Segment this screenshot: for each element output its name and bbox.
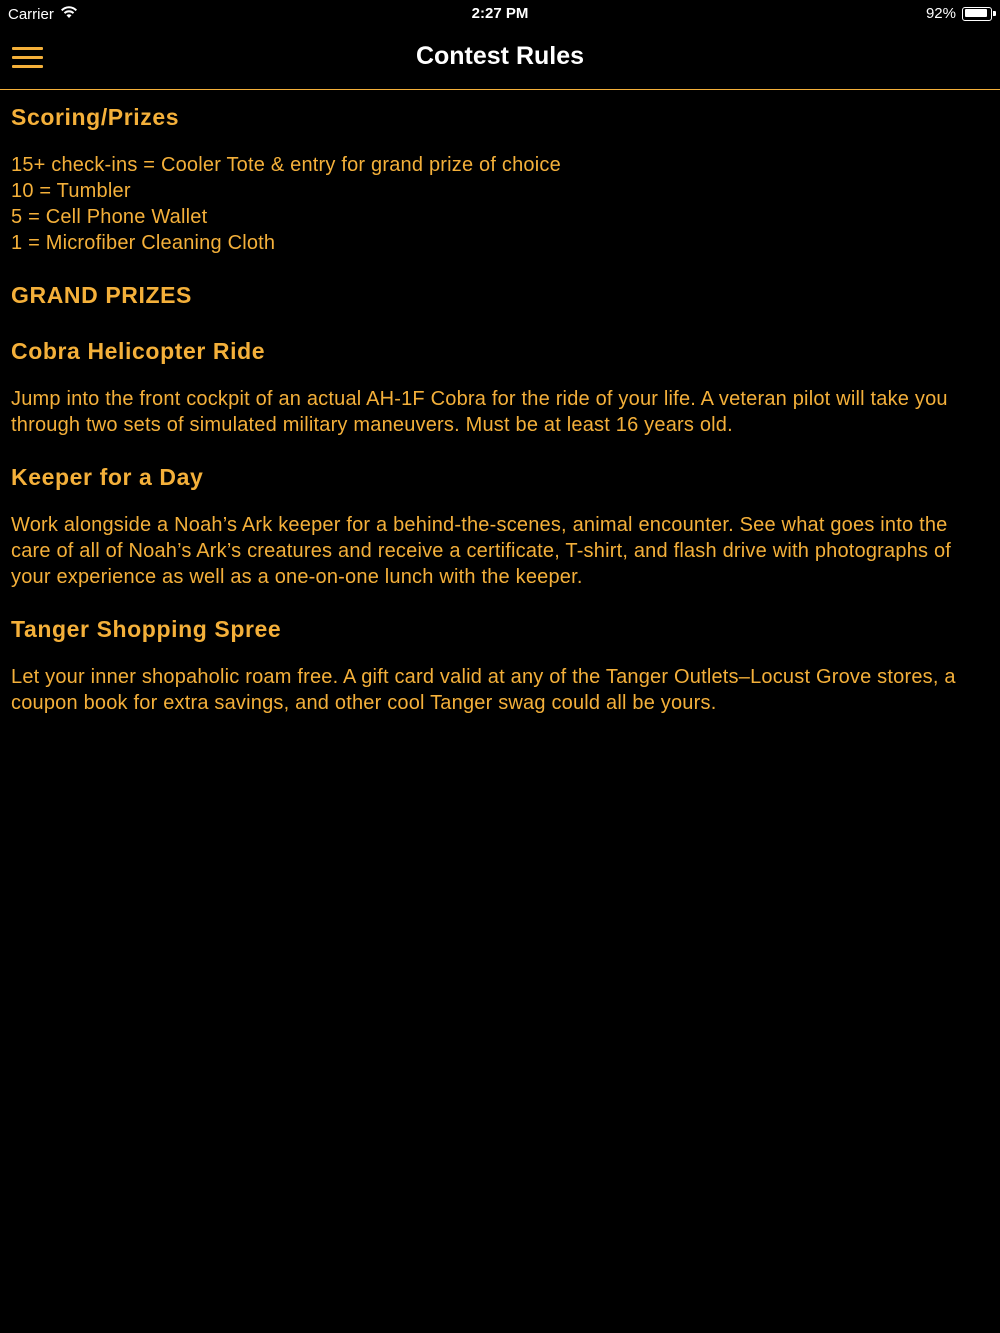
page-title: Contest Rules [415,42,585,70]
rules-content [11,100,986,716]
prize-description: Jump into the front cockpit of an actual AH-1F Cobra for the ride of your life. A veteran pilot will take you through two sets of simulated military maneuvers. Must be at least 16 years old. [11,388,948,436]
prize-heading: Cobra Helicopter Ride [11,338,266,364]
scoring-list [11,152,986,256]
navigation-bar [0,28,1000,90]
scoring-item: 15+ check-ins = Cooler Tote & entry for grand prize of choice [11,154,561,176]
scoring-item: 10 = Tumbler [11,180,131,202]
scoring-heading: Scoring/Prizes [11,104,180,130]
prize-heading: Keeper for a Day [11,464,204,490]
status-bar [0,0,1000,28]
scoring-item: 5 = Cell Phone Wallet [11,206,208,228]
battery-status [926,5,992,22]
prize-heading: Tanger Shopping Spree [11,616,282,642]
battery-percent: 92% [925,5,956,22]
clock: 2:27 PM [471,5,529,22]
prize-description: Let your inner shopaholic roam free. A gift card valid at any of the Tanger Outlets–Locust Grove stores, a coupon book for extra savings, and other cool Tanger swag could all be yours. [11,666,956,714]
grand-prizes-heading: GRAND PRIZES [11,282,192,308]
battery-icon [962,7,992,21]
scoring-item: 1 = Microfiber Cleaning Cloth [11,232,276,254]
carrier-label: Carrier [8,5,54,23]
prize-description: Work alongside a Noah’s Ark keeper for a behind-the-scenes, animal encounter. See what goes into the care of all of Noah’s Ark’s creatures and receive a certificate, T-shirt, and flash drive with photographs of your experience as well as a one-on-one lunch with the keeper. [11,514,952,588]
